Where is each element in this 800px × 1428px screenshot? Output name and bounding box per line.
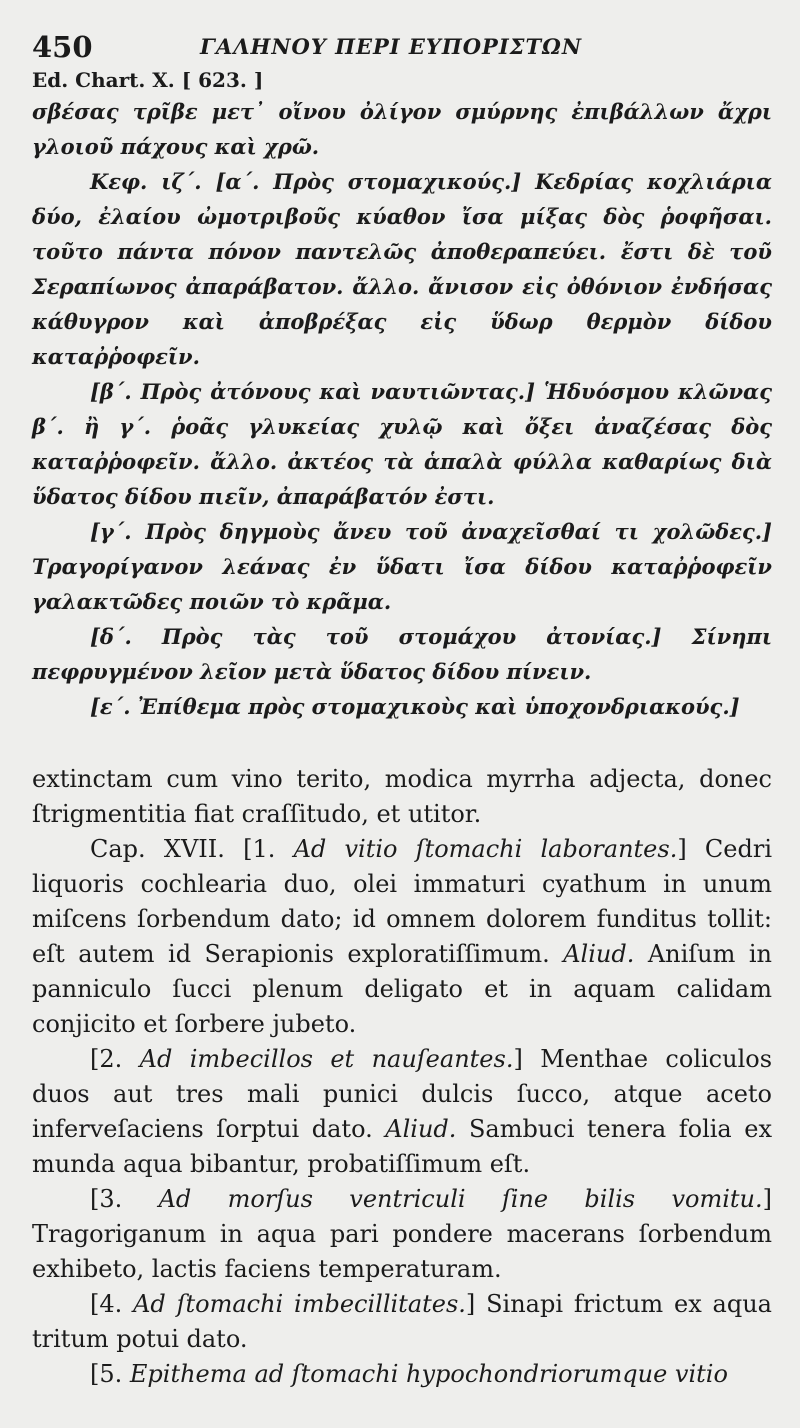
latin-paragraph	[32, 1357, 772, 1392]
bracket: ]	[465, 1290, 487, 1318]
section-title: Ad morſus ventriculi ſine bilis vomitu.	[158, 1185, 763, 1213]
greek-paragraph: [γ΄. Πρὸς δηγμοὺς ἄνευ τοῦ ἀναχεῖσθαί τι χολῶδες.] Τραγορίγανον λεάνας ἐν ὕδατι ἴσα δίδου καταῤῥοφεῖν γαλακτῶδες ποιῶν τὸ κρᾶμα.	[32, 519, 772, 614]
greek-text	[32, 94, 772, 724]
book-page	[32, 22, 772, 1392]
latin-paragraph: extinctam cum vino terito, modica myrrha adjecta, donec ſtrigmentitia fiat craſſitudo, et utitor.	[32, 765, 772, 828]
section-lead: [2.	[90, 1045, 140, 1073]
greek-paragraph: [β΄. Πρὸς ἀτόνους καὶ ναυτιῶντας.] Ἡδυόσμου κλῶνας β΄. ἢ γ΄. ῥοᾶς γλυκείας χυλῷ καὶ ὄξει ἀναζέσας δὸς καταῤῥοφεῖν. ἄλλο. ἀκτέος τὰ ἁπαλὰ φύλλα καθαρίως διὰ ὕδατος δίδου πιεῖν, ἀπαράβατόν ἐστι.	[32, 379, 772, 509]
bracket: ]	[677, 835, 705, 863]
chapter-lead: Cap. XVII. [1.	[90, 835, 294, 863]
aliud-label: Aliud.	[385, 1115, 457, 1143]
body-text: Aniſum in panniculo ſucci plenum deligato et in aquam calidam conjicito et ſorbere jubeto.	[32, 940, 772, 1038]
page-number: 450	[32, 30, 93, 64]
latin-text	[32, 762, 772, 1392]
greek-paragraph: Κεφ. ιζ΄. [α΄. Πρὸς στομαχικούς.] Κεδρίας κοχλιάρια δύο, ἐλαίου ὠμοτριβοῦς κύαθον ἴσα μίξας δὸς ῥοφῆσαι. τοῦτο πάντα πόνον παντελῶς ἀποθεραπεύει. ἔστι δὲ τοῦ Σεραπίωνος ἀπαράβατον. ἄλλο. ἄνισον εἰς ὀθόνιον ἐνδήσας κάθυγρον καὶ ἀποβρέξας εἰς ὕδωρ θερμὸν δίδου καταῤῥοφεῖν.	[32, 169, 772, 369]
section-title: Ad ſtomachi imbecillitates.	[133, 1290, 466, 1318]
page-header	[32, 22, 772, 66]
section-title: Ad imbecillos et nauſeantes.	[139, 1045, 514, 1073]
section-title: Ad vitio ſtomachi laborantes.	[293, 835, 678, 863]
body-text: Menthae coliculos duos aut tres mali punici dulcis ſucco, atque aceto inferveſaciens ſorptui dato.	[32, 1045, 773, 1143]
body-text: Tragoriganum in aqua pari pondere macerans ſorbendum exhibeto, lactis faciens temperaturam.	[32, 1220, 772, 1283]
section-lead: [3.	[90, 1185, 159, 1213]
greek-paragraph: [ε΄. Ἐπίθεμα πρὸς στομαχικοὺς καὶ ὑποχονδριακούς.]	[90, 694, 740, 719]
bracket: ]	[513, 1045, 541, 1073]
section-lead: [5.	[90, 1360, 130, 1388]
greek-paragraph: σβέσας τρῖβε μετ᾽ οἴνου ὀλίγον σμύρνης ἐπιβάλλων ἄχρι γλοιοῦ πάχους καὶ χρῶ.	[32, 99, 772, 159]
edition-reference: Ed. Chart. X. [ 623. ]	[32, 68, 264, 92]
section-title: Epithema ad ſtomachi hypochondriorumque vitio	[129, 1360, 728, 1388]
section-lead: [4.	[90, 1290, 134, 1318]
latin-paragraph	[32, 1287, 772, 1357]
running-title: ΓΑΛΗΝΟΥ ΠΕΡΙ ΕΥΠΟΡΙΣΤΩΝ	[200, 34, 583, 59]
greek-paragraph: [δ΄. Πρὸς τὰς τοῦ στομάχου ἀτονίας.] Σίνηπι πεφρυγμένον λεῖον μετὰ ὕδατος δίδου πίνειν.	[32, 624, 772, 684]
latin-paragraph	[32, 1182, 772, 1287]
body-text: Sinapi frictum ex aqua tritum potui dato.	[32, 1290, 772, 1353]
body-text: Sambuci tenera folia ex munda aqua bibantur, probatiſſimum eſt.	[32, 1115, 773, 1178]
aliud-label: Aliud.	[563, 940, 635, 968]
bracket: ]	[762, 1185, 772, 1213]
body-text: Cedri liquoris cochlearia duo, olei immaturi cyathum in unum miſcens ſorbendum dato; id omnem dolorem funditus tollit: eſt autem id Serapionis exploratiſſimum.	[32, 835, 772, 968]
latin-paragraph	[32, 1042, 772, 1182]
latin-paragraph	[32, 832, 772, 1042]
